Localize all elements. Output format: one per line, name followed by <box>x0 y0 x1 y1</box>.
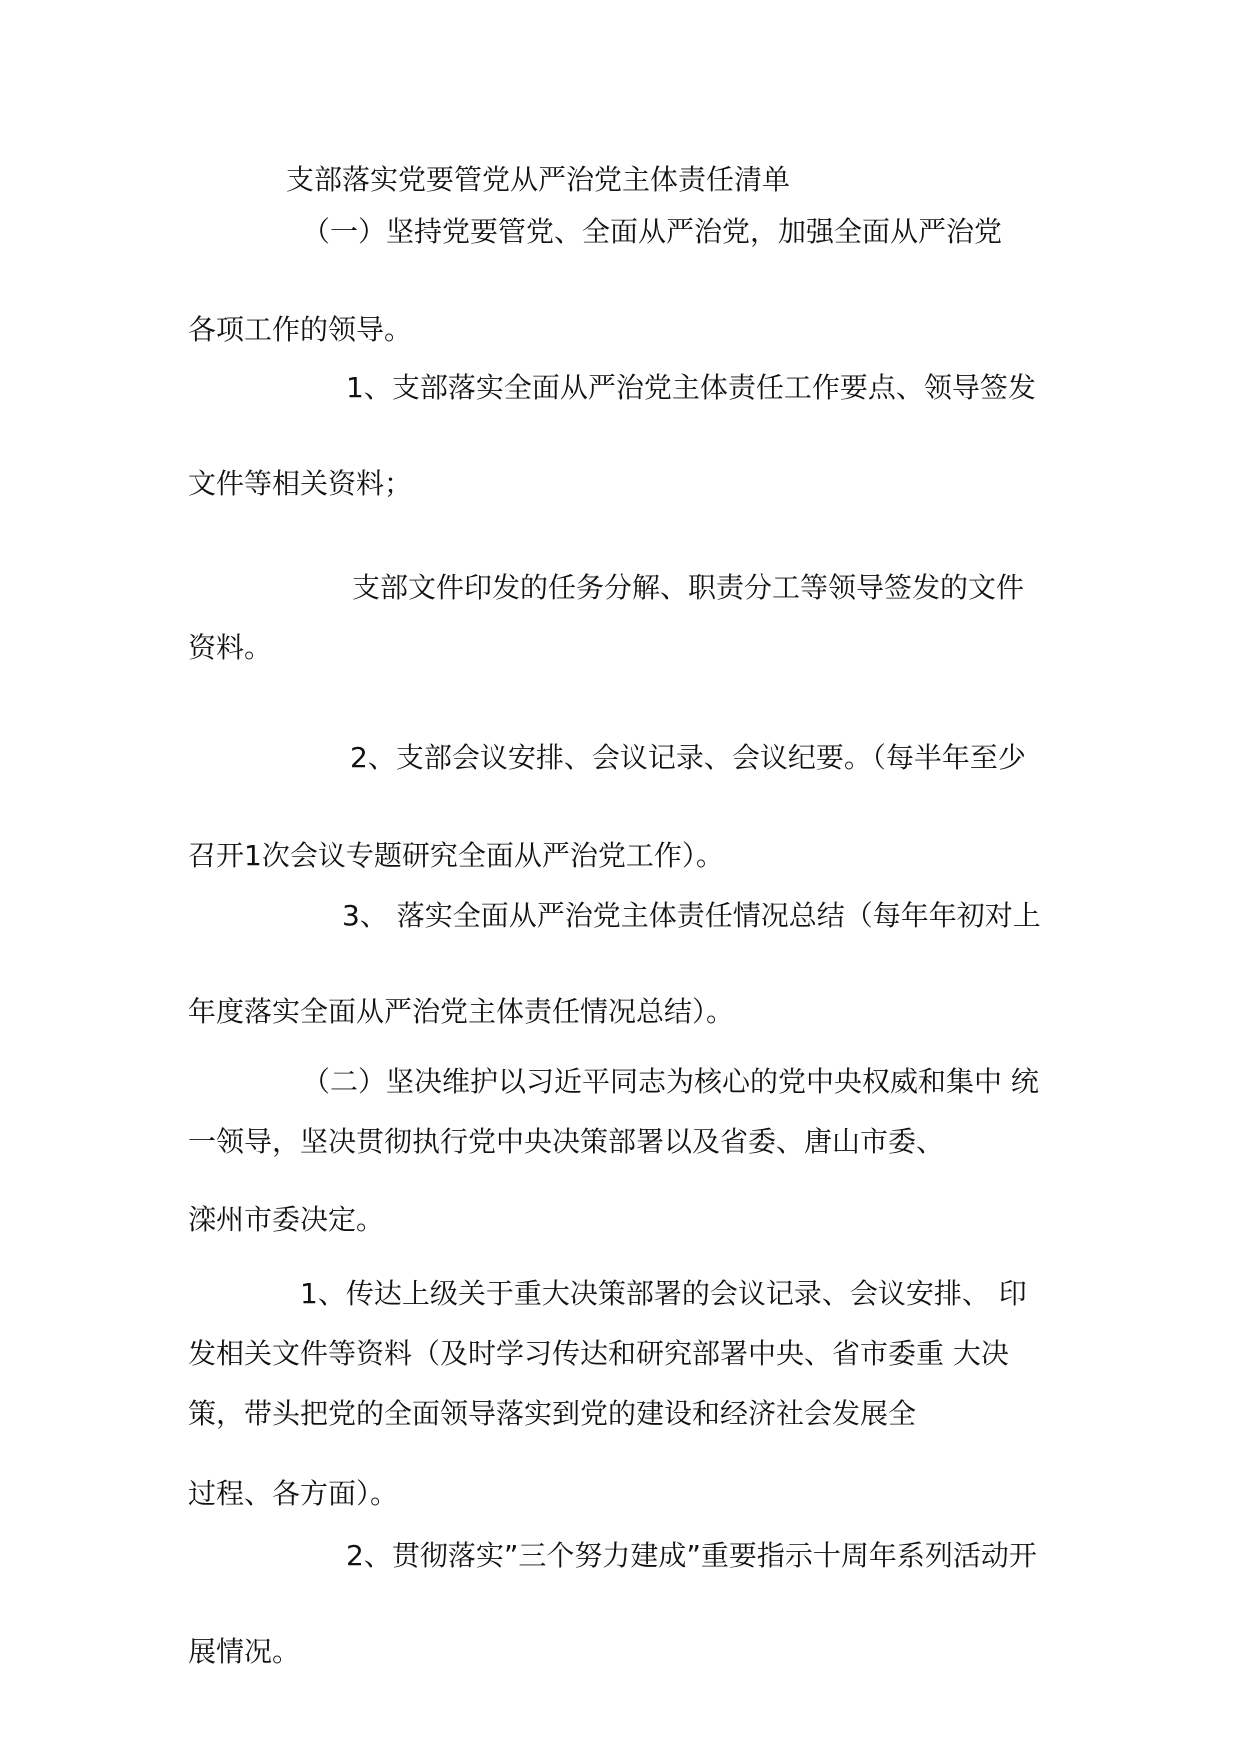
paragraph-line: 发相关文件等资料（及时学习传达和研究部署中央、省市委重 大决 <box>188 1337 1009 1370</box>
list-item: 1、传达上级关于重大决策部署的会议记录、会议安排、 印 <box>300 1277 1027 1310</box>
document-title: 支部落实党要管党从严治党主体责任清单 <box>286 163 791 196</box>
list-item: 2、支部会议安排、会议记录、会议纪要。（每半年至少 <box>350 741 1026 774</box>
paragraph-line: 召开1次会议专题研究全面从严治党工作）。 <box>188 839 724 872</box>
paragraph-line: 年度落实全面从严治党主体责任情况总结）。 <box>188 995 735 1028</box>
paragraph-line: 策，带头把党的全面领导落实到党的建设和经济社会发展全 <box>188 1397 917 1430</box>
section-heading: （二）坚决维护以习近平同志为核心的党中央权威和集中 统 <box>302 1065 1039 1098</box>
list-item: 2、贯彻落实”三个努力建成”重要指示十周年系列活动开 <box>346 1539 1037 1572</box>
paragraph-line: 文件等相关资料； <box>188 467 413 500</box>
paragraph-line: 支部文件印发的任务分解、职责分工等领导签发的文件 <box>352 571 1025 604</box>
section-heading: （一）坚持党要管党、全面从严治党，加强全面从严治党 <box>302 215 1003 248</box>
paragraph-line: 过程、各方面）。 <box>188 1477 399 1510</box>
paragraph-line: 一领导，坚决贯彻执行党中央决策部署以及省委、唐山市委、 <box>188 1125 945 1158</box>
paragraph-line: 各项工作的领导。 <box>188 313 413 346</box>
paragraph-line: 滦州市委决定。 <box>188 1203 385 1236</box>
paragraph-line: 展情况。 <box>188 1635 301 1668</box>
paragraph-line: 资料。 <box>188 631 273 664</box>
list-item: 1、支部落实全面从严治党主体责任工作要点、领导签发 <box>346 371 1036 404</box>
list-item: 3、 落实全面从严治党主体责任情况总结（每年年初对上 <box>342 899 1041 932</box>
